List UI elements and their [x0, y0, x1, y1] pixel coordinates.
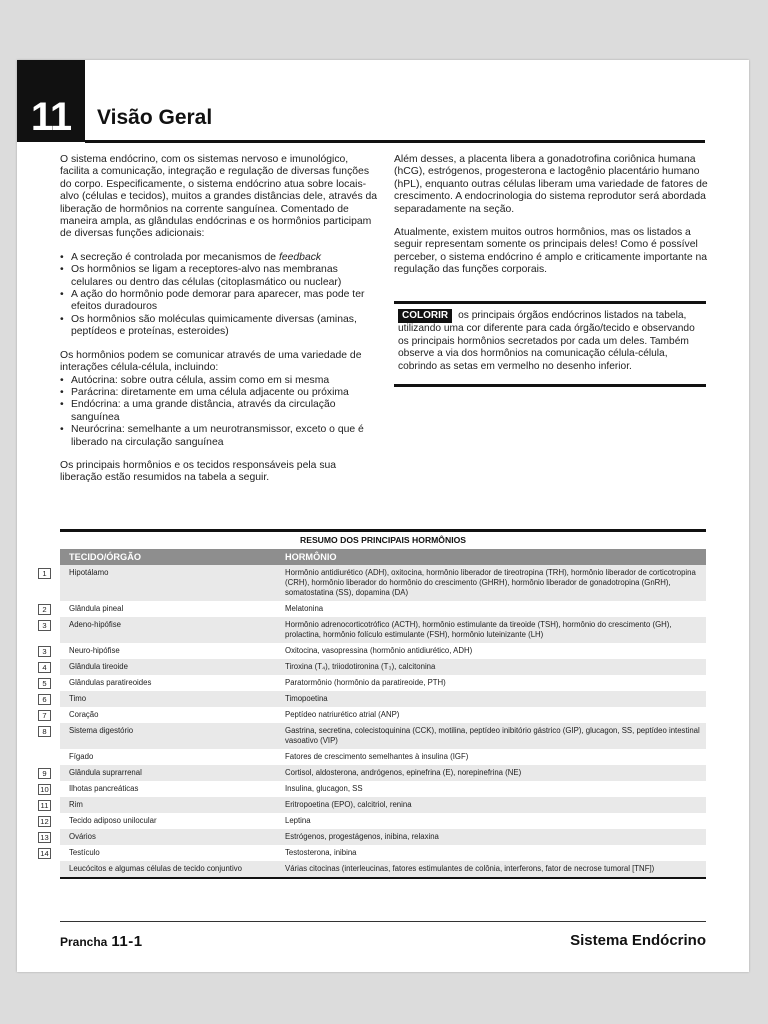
hormone-cell: Hormônio adrenocorticotrófico (ACTH), hormônio estimulante da tireoide (TSH), hormônio do crescimento (GH), prolactina, hormônio folículo estimulante (FSH), hormônio luteinizante (LH) — [285, 620, 672, 639]
list-item: • A secreção é controlada por mecanismos de feedback — [60, 252, 380, 264]
tissue-cell: Ilhotas pancreáticas — [69, 784, 139, 793]
table-row — [34, 659, 706, 675]
colorir-text: os principais órgãos endócrinos listados na tabela, utilizando uma cor diferente para cada órgão/tecido e observando os principais hormônios secretados por cada um deles. Também observe a via dos hormônios na comunicação célula-célula, cobrindo as setas em vermelho no desenho inferior. — [398, 310, 695, 372]
table-row — [34, 845, 706, 861]
chapter-title: Visão Geral — [97, 106, 213, 129]
column-header-tissue: TECIDO/ÓRGÃO — [69, 552, 141, 562]
intro-paragraph: O sistema endócrino, com os sistemas nervoso e imunológico, facilita a comunicação, integração e regulação de diversas funções do corpo. Especificamente, o sistema endócrino atua sobre locais-alvo (células e tecidos), muitos a grandes distâncias dele, através da liberação de hormônios na corrente sanguínea. Comentado de maneira ampla, as glândulas endócrinas e os hormônios participam de diversas funções adicionais: — [60, 154, 378, 240]
right-column — [394, 154, 714, 288]
tissue-cell: Leucócitos e algumas células de tecido conjuntivo — [69, 864, 242, 873]
list-item: • Parácrina: diretamente em uma célula adjacente ou próxima — [60, 387, 380, 399]
section-title: Sistema Endócrino — [570, 932, 706, 949]
table-row — [34, 813, 706, 829]
table-row — [34, 749, 706, 765]
list-item: • Os hormônios se ligam a receptores-alvo nas membranas celulares ou dentro das células (citoplasmático ou nuclear) — [60, 264, 380, 289]
footer-rule — [60, 921, 706, 922]
table-top-rule — [60, 529, 706, 532]
table-row — [34, 617, 706, 643]
row-number-box: 1 — [38, 568, 51, 579]
row-number-box: 10 — [38, 784, 51, 795]
hormone-cell: Várias citocinas (interleucinas, fatores estimulantes de colônia, interferons, fator de necrose tumoral [TNF]) — [285, 864, 655, 873]
row-number-box: 4 — [38, 662, 51, 673]
table-row — [34, 565, 706, 601]
tissue-cell: Testículo — [69, 848, 100, 857]
table-row — [34, 829, 706, 845]
hormone-cell: Melatonina — [285, 604, 324, 613]
list-item: • Neurócrina: semelhante a um neurotransmissor, exceto o que é liberado na circulação sanguínea — [60, 424, 380, 449]
row-number-box: 12 — [38, 816, 51, 827]
tissue-cell: Coração — [69, 710, 99, 719]
hormone-cell: Hormônio antidiurético (ADH), oxitocina, hormônio liberador de tireotropina (TRH), hormônio liberador de corticotropina (CRH), hormônio liberador do hormônio do crescimento (GHRH), hormônio liberador de gonadotropina (GnRH), somatostatina (SS), dopamina (DA) — [285, 568, 696, 597]
chapter-number: 11 — [17, 60, 85, 142]
tissue-cell: Glândula pineal — [69, 604, 124, 613]
table-bottom-rule — [60, 877, 706, 879]
tissue-cell: Adeno-hipófise — [69, 620, 122, 629]
left-column — [60, 154, 380, 496]
tissue-cell: Neuro-hipófise — [69, 646, 120, 655]
hormone-cell: Leptina — [285, 816, 311, 825]
table-header — [60, 549, 706, 565]
list-item: • Endócrina: a uma grande distância, através da circulação sanguínea — [60, 399, 380, 424]
row-number-box: 8 — [38, 726, 51, 737]
row-number-box: 5 — [38, 678, 51, 689]
hormone-cell: Peptídeo natriurético atrial (ANP) — [285, 710, 400, 719]
plate-number: 11-1 — [111, 933, 143, 950]
hormone-cell: Estrógenos, progestágenos, inibina, relaxina — [285, 832, 439, 841]
table-row — [34, 861, 706, 877]
row-number-box: 2 — [38, 604, 51, 615]
row-number-box: 11 — [38, 800, 51, 811]
placenta-paragraph: Além desses, a placenta libera a gonadotrofina coriônica humana (hCG), estrógenos, progesterona e lactogênio placentário humano (hPL), enquanto outras células liberam uma variedade de fatores de crescimento. A endocrinologia do sistema reprodutor será abordada separadamente na seção. — [394, 154, 708, 215]
tissue-cell: Timo — [69, 694, 87, 703]
tissue-cell: Glândula suprarrenal — [69, 768, 142, 777]
tissue-cell: Sistema digestório — [69, 726, 134, 735]
plate-word: Prancha — [60, 935, 108, 949]
textbook-page — [17, 60, 749, 972]
tissue-cell: Ovários — [69, 832, 96, 841]
row-number-box: 3 — [38, 646, 51, 657]
interactions-paragraph: Os hormônios podem se comunicar através de uma variedade de interações célula-célula, incluindo: — [60, 349, 362, 374]
tissue-cell: Rim — [69, 800, 83, 809]
table-body — [34, 565, 706, 879]
hormone-cell: Fatores de crescimento semelhantes à insulina (IGF) — [285, 752, 469, 761]
table-row — [34, 675, 706, 691]
functions-list — [60, 252, 380, 339]
colorir-tag: COLORIR — [398, 309, 452, 323]
hormone-cell: Paratormônio (hormônio da paratireoide, PTH) — [285, 678, 446, 687]
tissue-cell: Hipotálamo — [69, 568, 109, 577]
table-row — [34, 765, 706, 781]
hormone-cell: Tiroxina (T₄), triiodotironina (T₃), calcitonina — [285, 662, 436, 671]
list-item: • Os hormônios são moléculas quimicamente diversas (aminas, peptídeos e proteínas, esteroides) — [60, 314, 380, 339]
colorir-instruction-box — [394, 301, 706, 387]
table-row — [34, 601, 706, 617]
list-item: • A ação do hormônio pode demorar para aparecer, mas pode ter efeitos duradouros — [60, 289, 380, 314]
hormone-cell: Timopoetina — [285, 694, 328, 703]
hormone-cell: Eritropoetina (EPO), calcitriol, renina — [285, 800, 412, 809]
column-header-hormone: HORMÔNIO — [285, 552, 337, 562]
table-row — [34, 797, 706, 813]
interactions-list — [60, 375, 380, 449]
row-number-box: 14 — [38, 848, 51, 859]
hormones-paragraph: Atualmente, existem muitos outros hormônios, mas os listados a seguir representam somente os principais deles! Como é possível perceber, o sistema endócrino é amplo e criticamente importante na regulação das funções corporais. — [394, 227, 708, 276]
tissue-cell: Fígado — [69, 752, 94, 761]
row-number-box: 7 — [38, 710, 51, 721]
title-rule — [85, 140, 705, 143]
hormone-cell: Cortisol, aldosterona, andrógenos, epinefrina (E), norepinefrina (NE) — [285, 768, 522, 777]
hormone-cell: Insulina, glucagon, SS — [285, 784, 363, 793]
table-row — [34, 643, 706, 659]
table-row — [34, 707, 706, 723]
tissue-cell: Glândulas paratireoides — [69, 678, 152, 687]
hormone-cell: Oxitocina, vasopressina (hormônio antidiurético, ADH) — [285, 646, 473, 655]
row-number-box: 9 — [38, 768, 51, 779]
table-row — [34, 691, 706, 707]
tissue-cell: Tecido adiposo unilocular — [69, 816, 157, 825]
hormone-cell: Gastrina, secretina, colecistoquinina (CCK), motilina, peptídeo inibitório gástrico (GIP), glucagon, SS, peptídeo intestinal vasoativo (VIP) — [285, 726, 700, 745]
hormone-cell: Testosterona, inibina — [285, 848, 357, 857]
plate-label — [60, 933, 143, 950]
row-number-box: 13 — [38, 832, 51, 843]
table-row — [34, 723, 706, 749]
summary-paragraph: Os principais hormônios e os tecidos responsáveis pela sua liberação estão resumidos na tabela a seguir. — [60, 459, 337, 484]
row-number-box: 3 — [38, 620, 51, 631]
tissue-cell: Glândula tireoide — [69, 662, 128, 671]
list-item: • Autócrina: sobre outra célula, assim como em si mesma — [60, 375, 380, 387]
row-number-box: 6 — [38, 694, 51, 705]
table-row — [34, 781, 706, 797]
table-caption: RESUMO DOS PRINCIPAIS HORMÔNIOS — [300, 535, 466, 545]
